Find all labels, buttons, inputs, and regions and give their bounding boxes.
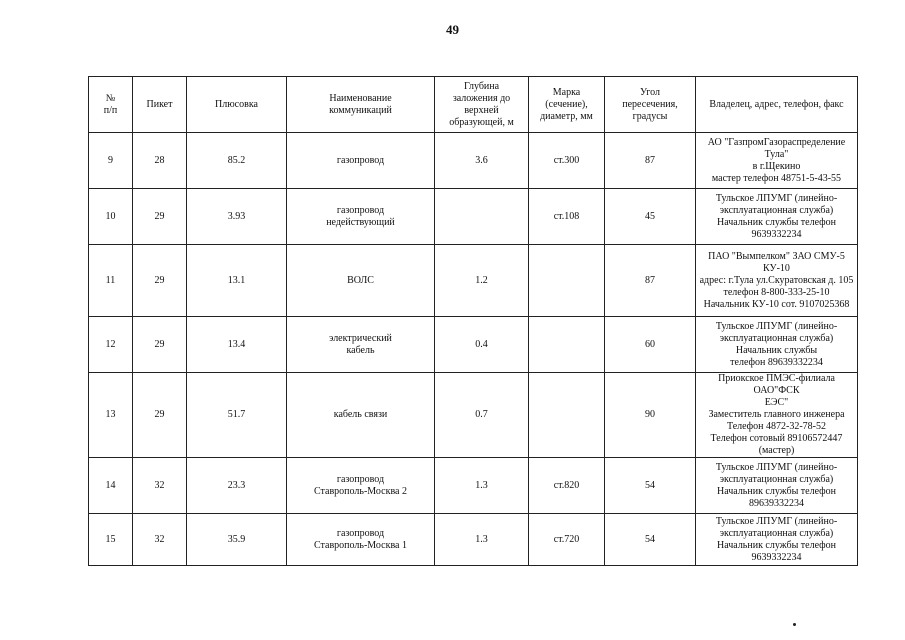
row-depth — [435, 189, 529, 245]
row-picket: 28 — [133, 133, 187, 189]
row-num: 11 — [89, 245, 133, 317]
header-name: Наименование коммуникаций — [287, 77, 435, 133]
table-row — [89, 458, 858, 514]
row-owner: АО "ГазпромГазораспределение Тула" в г.Щекино мастер телефон 48751-5-43-55 — [696, 133, 858, 189]
table-row — [89, 514, 858, 566]
row-angle: 54 — [605, 514, 696, 566]
crossings-table — [88, 76, 858, 566]
row-brand: ст.820 — [529, 458, 605, 514]
row-owner: Приокское ПМЭС-филиала ОАО"ФСК ЕЭС" Заместитель главного инженера Телефон 4872-32-78-52 Телефон сотовый 89106572447 (мастер) — [696, 373, 858, 458]
row-num: 9 — [89, 133, 133, 189]
row-picket: 29 — [133, 189, 187, 245]
row-picket: 29 — [133, 373, 187, 458]
row-num: 10 — [89, 189, 133, 245]
row-num: 15 — [89, 514, 133, 566]
header-brand: Марка (сечение), диаметр, мм — [529, 77, 605, 133]
row-num: 14 — [89, 458, 133, 514]
row-plusovka: 3.93 — [187, 189, 287, 245]
row-depth: 0.7 — [435, 373, 529, 458]
stray-dot — [793, 623, 796, 626]
header-depth: Глубина заложения до верхней образующей, м — [435, 77, 529, 133]
row-owner: Тульское ЛПУМГ (линейно- эксплуатационная служба) Начальник службы телефон 9639332234 — [696, 189, 858, 245]
row-angle: 60 — [605, 317, 696, 373]
row-brand: ст.720 — [529, 514, 605, 566]
row-angle: 90 — [605, 373, 696, 458]
row-plusovka: 23.3 — [187, 458, 287, 514]
row-depth: 1.3 — [435, 514, 529, 566]
row-owner: Тульское ЛПУМГ (линейно- эксплуатационная служба) Начальник службы телефон 9639332234 — [696, 514, 858, 566]
table-row — [89, 189, 858, 245]
table-row — [89, 317, 858, 373]
row-depth: 0.4 — [435, 317, 529, 373]
table-row — [89, 133, 858, 189]
row-picket: 32 — [133, 458, 187, 514]
row-brand — [529, 317, 605, 373]
row-num: 12 — [89, 317, 133, 373]
row-num: 13 — [89, 373, 133, 458]
row-picket: 29 — [133, 245, 187, 317]
row-plusovka: 51.7 — [187, 373, 287, 458]
header-angle: Угол пересечения, градусы — [605, 77, 696, 133]
row-name: электрический кабель — [287, 317, 435, 373]
row-name: кабель связи — [287, 373, 435, 458]
row-brand — [529, 245, 605, 317]
page-number: 49 — [446, 22, 459, 37]
row-name: газопровод Ставрополь-Москва 2 — [287, 458, 435, 514]
header-owner: Владелец, адрес, телефон, факс — [696, 77, 858, 133]
row-depth: 1.3 — [435, 458, 529, 514]
row-brand: ст.300 — [529, 133, 605, 189]
row-plusovka: 85.2 — [187, 133, 287, 189]
row-picket: 32 — [133, 514, 187, 566]
row-owner: Тульское ЛПУМГ (линейно- эксплуатационная служба) Начальник службы телефон 89639332234 — [696, 317, 858, 373]
row-name: газопровод Ставрополь-Москва 1 — [287, 514, 435, 566]
row-angle: 45 — [605, 189, 696, 245]
row-name: газопровод — [287, 133, 435, 189]
table-header-row — [89, 77, 858, 133]
table-row — [89, 245, 858, 317]
row-brand — [529, 373, 605, 458]
row-name: ВОЛС — [287, 245, 435, 317]
row-owner: Тульское ЛПУМГ (линейно- эксплуатационная служба) Начальник службы телефон 89639332234 — [696, 458, 858, 514]
header-num: № п/п — [89, 77, 133, 133]
row-plusovka: 35.9 — [187, 514, 287, 566]
header-picket: Пикет — [133, 77, 187, 133]
row-owner: ПАО "Вымпелком" ЗАО СМУ-5 КУ-10 адрес: г.Тула ул.Скуратовская д. 105 телефон 8-800-333-25-10 Начальник КУ-10 сот. 9107025368 — [696, 245, 858, 317]
row-angle: 87 — [605, 245, 696, 317]
row-depth: 3.6 — [435, 133, 529, 189]
header-plusovka: Плюсовка — [187, 77, 287, 133]
row-plusovka: 13.1 — [187, 245, 287, 317]
row-brand: ст.108 — [529, 189, 605, 245]
row-name: газопровод недействующий — [287, 189, 435, 245]
row-depth: 1.2 — [435, 245, 529, 317]
row-angle: 87 — [605, 133, 696, 189]
row-picket: 29 — [133, 317, 187, 373]
row-plusovka: 13.4 — [187, 317, 287, 373]
row-angle: 54 — [605, 458, 696, 514]
table-row — [89, 373, 858, 458]
